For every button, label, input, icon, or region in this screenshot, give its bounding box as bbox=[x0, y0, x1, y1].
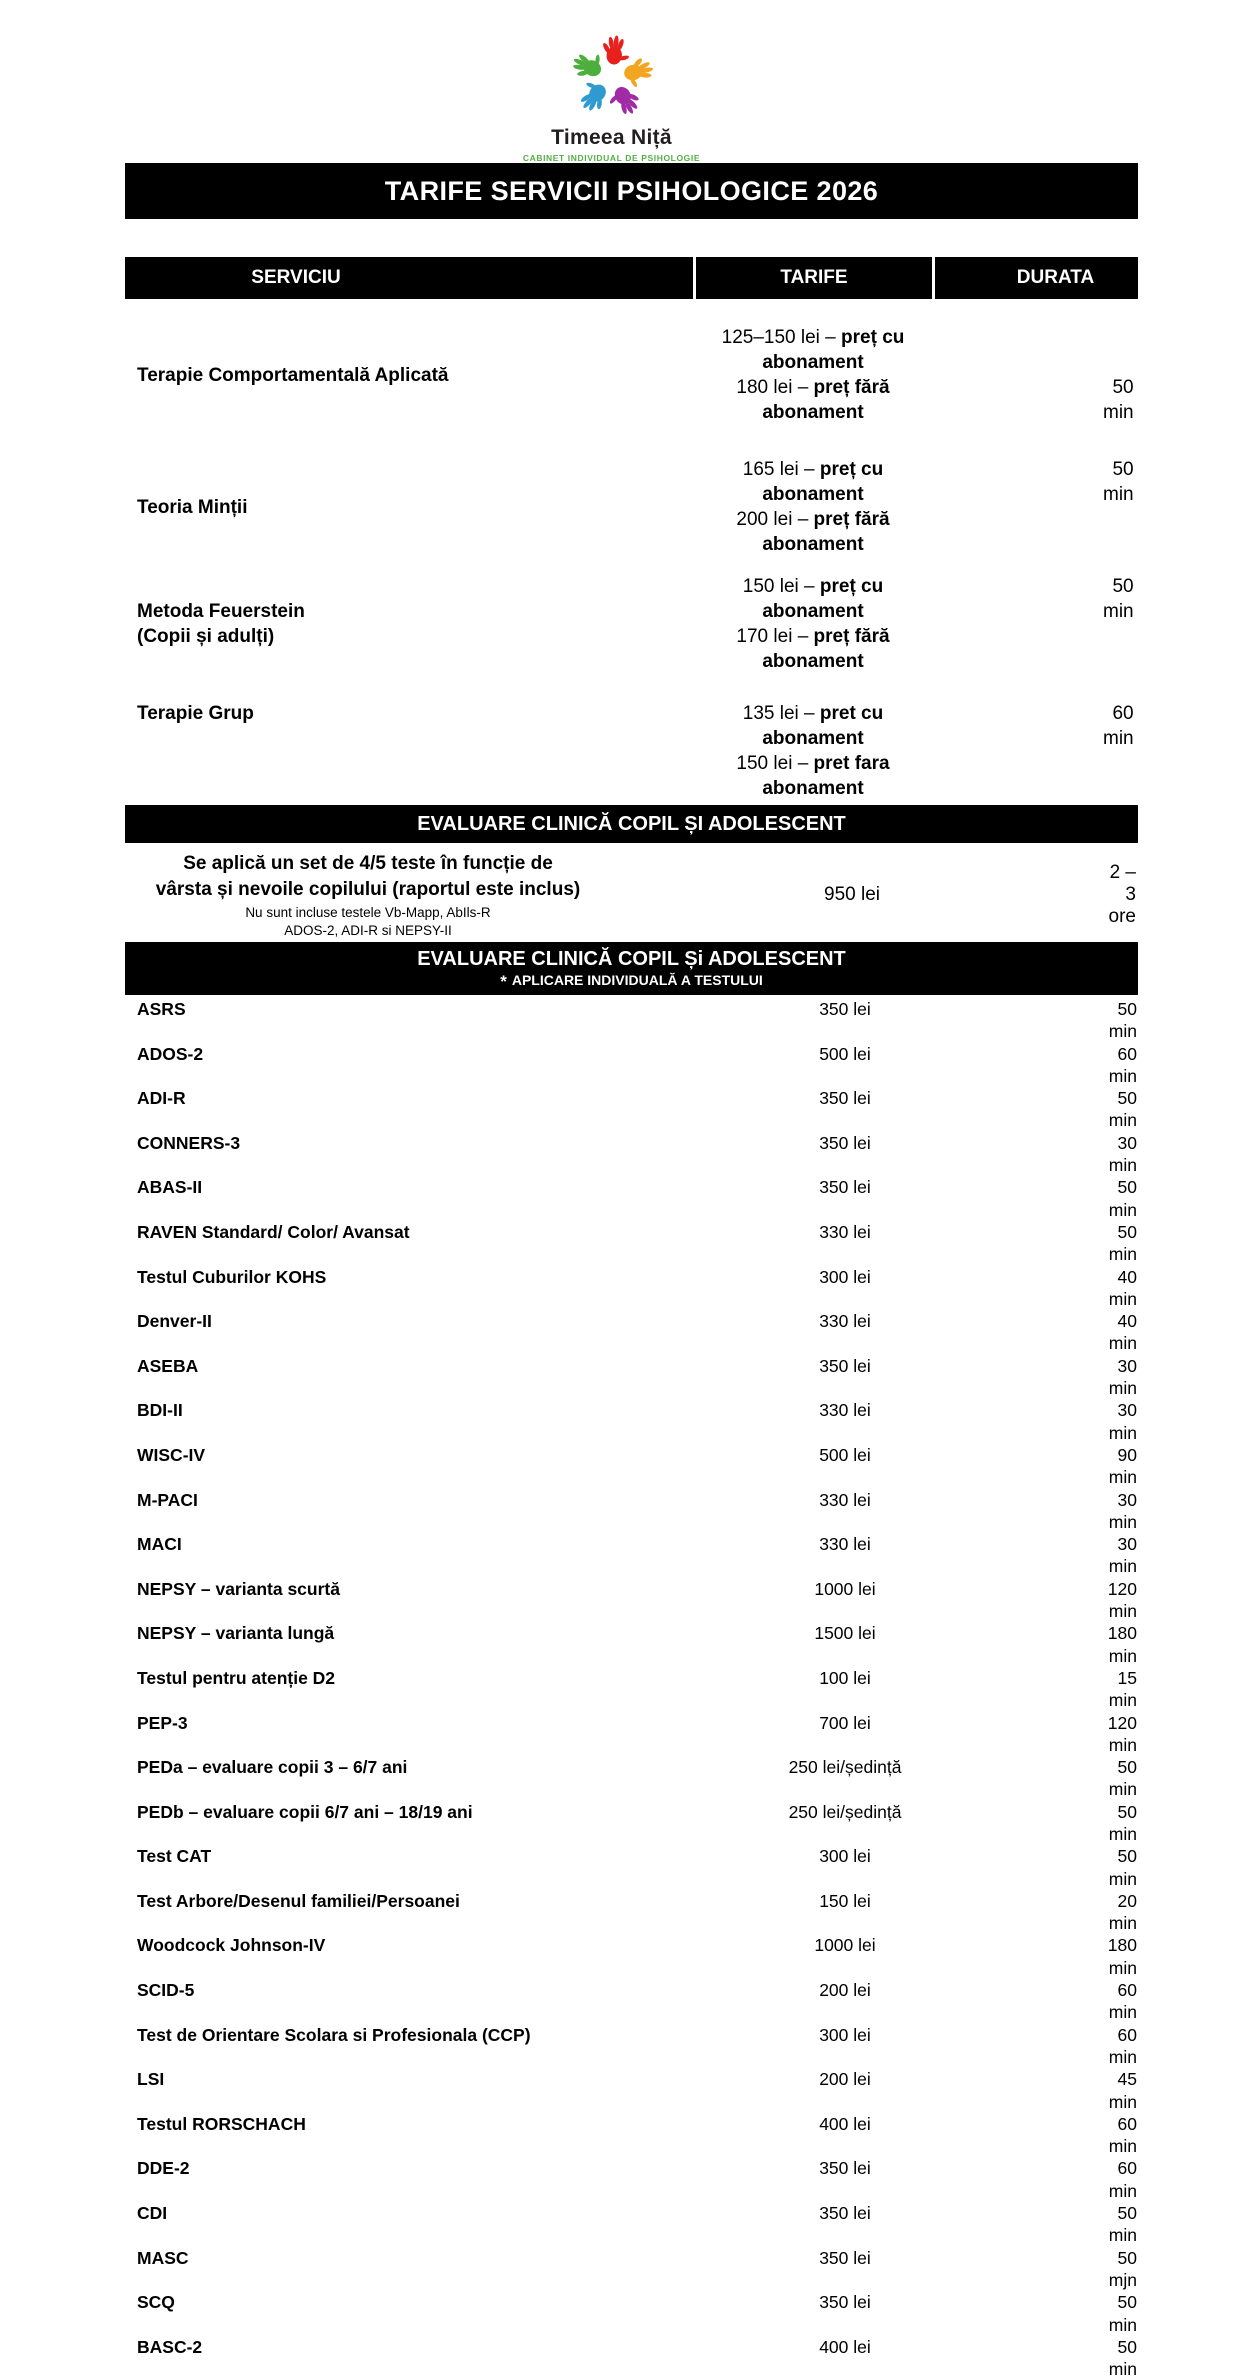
hand-orange bbox=[621, 55, 656, 89]
test-duration: 120 min bbox=[1107, 1712, 1137, 1755]
test-price: 330 lei bbox=[819, 1534, 871, 1555]
logo-subtitle: CABINET INDIVIDUAL DE PSIHOLOGIE bbox=[522, 153, 701, 163]
test-name: Testul RORSCHACH bbox=[137, 2113, 306, 2134]
test-row bbox=[125, 1355, 1138, 1400]
service-row bbox=[125, 701, 1138, 801]
column-header-tarife: TARIFE bbox=[696, 257, 932, 299]
test-price: 350 lei bbox=[819, 2292, 871, 2313]
test-price: 250 lei/ședință bbox=[788, 1757, 902, 1778]
service-name bbox=[125, 701, 693, 726]
test-name: Test CAT bbox=[137, 1846, 212, 1867]
column-header-durata: DURATA bbox=[935, 257, 1138, 299]
service-name-line: Terapie Grup bbox=[137, 703, 254, 724]
hands-circle-logo-icon bbox=[564, 30, 660, 124]
test-price: 350 lei bbox=[819, 999, 871, 1019]
price-value: 150 lei – bbox=[742, 576, 820, 597]
service-price-line bbox=[693, 457, 933, 507]
section-banner-evaluare-individuala bbox=[125, 942, 1138, 995]
evaluare-individuala-banner-note bbox=[125, 972, 1138, 991]
test-duration: 180 min bbox=[1107, 1935, 1137, 1978]
service-name bbox=[125, 363, 693, 388]
test-name: Denver-II bbox=[137, 1311, 212, 1332]
service-row bbox=[125, 574, 1138, 674]
evaluare-individuala-banner-note-text: APLICARE INDIVIDUALĂ A TESTULUI bbox=[511, 972, 763, 988]
price-label: preț fără abonament bbox=[762, 626, 890, 672]
test-price: 350 lei bbox=[819, 2158, 871, 2179]
test-name: ADI-R bbox=[137, 1088, 186, 1109]
service-duration: 50 min bbox=[1103, 377, 1134, 423]
test-price: 250 lei/ședință bbox=[788, 1801, 902, 1822]
test-name: PEDa – evaluare copii 3 – 6/7 ani bbox=[137, 1757, 408, 1778]
column-header-serviciu: SERVICIU bbox=[125, 257, 693, 299]
test-price: 200 lei bbox=[819, 1980, 871, 2001]
price-value: 180 lei – bbox=[736, 377, 814, 398]
service-price-line bbox=[693, 375, 933, 425]
test-duration: 30 min bbox=[1108, 1132, 1137, 1176]
test-row bbox=[125, 1533, 1138, 1578]
test-price: 200 lei bbox=[819, 2069, 871, 2090]
test-duration: 30 min bbox=[1108, 1400, 1137, 1443]
price-value: 170 lei – bbox=[736, 626, 814, 647]
price-label: preț fără abonament bbox=[762, 377, 890, 423]
test-name: Test de Orientare Scolara si Profesionala (CCP) bbox=[137, 2024, 531, 2045]
test-duration: 50 min bbox=[1108, 1221, 1137, 1265]
price-value: 150 lei – bbox=[736, 753, 814, 774]
test-row bbox=[125, 1801, 1138, 1846]
test-price: 700 lei bbox=[819, 1712, 871, 1733]
price-value: 135 lei – bbox=[742, 703, 820, 724]
test-duration: 50 min bbox=[1108, 2336, 1137, 2380]
test-duration: 50 min bbox=[1108, 1846, 1137, 1889]
test-duration: 50 min bbox=[1108, 2203, 1137, 2246]
test-name: NEPSY – varianta lungă bbox=[137, 1623, 335, 1644]
service-price-line bbox=[693, 751, 933, 801]
service-name-line: Terapie Comportamentală Aplicată bbox=[137, 364, 449, 386]
test-row bbox=[125, 1132, 1138, 1177]
test-price: 1500 lei bbox=[814, 1623, 876, 1644]
logo-block bbox=[105, 0, 1118, 163]
price-label: pret cu abonament bbox=[762, 703, 884, 749]
test-row bbox=[125, 1712, 1138, 1757]
test-price: 400 lei bbox=[819, 2113, 871, 2134]
test-name: NEPSY – varianta scurtă bbox=[137, 1578, 340, 1599]
test-duration: 120 min bbox=[1107, 1578, 1137, 1622]
test-price: 1000 lei bbox=[814, 1935, 876, 1956]
test-duration: 40 min bbox=[1108, 1266, 1137, 1309]
test-price: 350 lei bbox=[819, 1132, 871, 1153]
test-duration: 50 min bbox=[1108, 1757, 1137, 1800]
test-row bbox=[125, 1266, 1138, 1311]
test-duration: 50 min bbox=[1108, 1177, 1137, 1220]
test-name: Test Arbore/Desenul familiei/Persoanei bbox=[137, 1890, 460, 1911]
test-price: 350 lei bbox=[819, 1088, 871, 1109]
test-row bbox=[125, 1310, 1138, 1355]
test-name: WISC-IV bbox=[137, 1444, 206, 1465]
test-price: 350 lei bbox=[819, 1355, 871, 1376]
test-duration: 60 min bbox=[1108, 2024, 1137, 2067]
price-value: 200 lei – bbox=[736, 509, 814, 530]
evaluare-set-title-line1: Se aplică un set de 4/5 teste în funcție de bbox=[183, 853, 553, 874]
test-name: Testul Cuburilor KOHS bbox=[137, 1266, 327, 1287]
document-content bbox=[125, 0, 1138, 2380]
test-price: 300 lei bbox=[819, 2024, 871, 2045]
test-price: 100 lei bbox=[819, 1667, 871, 1688]
test-duration: 180 min bbox=[1107, 1623, 1137, 1666]
test-price: 1000 lei bbox=[814, 1578, 876, 1599]
price-label: preț fără abonament bbox=[762, 509, 890, 555]
price-label: preț cu abonament bbox=[762, 576, 884, 622]
test-row bbox=[125, 1087, 1138, 1132]
section-banner-evaluare-set: EVALUARE CLINICĂ COPIL ȘI ADOLESCENT bbox=[125, 805, 1138, 843]
service-duration: 50 min bbox=[1103, 459, 1134, 505]
test-price: 350 lei bbox=[819, 2203, 871, 2224]
test-price: 330 lei bbox=[819, 1489, 871, 1510]
tests-list-section bbox=[125, 998, 1138, 2380]
test-duration: 90 min bbox=[1108, 1444, 1137, 1488]
test-row bbox=[125, 1399, 1138, 1444]
price-label: pret fara abonament bbox=[762, 753, 890, 799]
test-row bbox=[125, 998, 1138, 1043]
test-duration: 50 min bbox=[1108, 1088, 1137, 1131]
service-duration: 60 min bbox=[1103, 703, 1134, 749]
test-price: 150 lei bbox=[819, 1890, 871, 1911]
test-row bbox=[125, 1444, 1138, 1489]
price-value: 165 lei – bbox=[742, 459, 820, 480]
test-duration: 20 min bbox=[1108, 1890, 1137, 1934]
service-name-line: (Copii și adulți) bbox=[137, 626, 275, 647]
test-name: M-PACI bbox=[137, 1489, 198, 1510]
test-name: ASEBA bbox=[137, 1355, 199, 1376]
evaluare-set-description bbox=[125, 851, 693, 939]
title-banner: TARIFE SERVICII PSIHOLOGICE 2026 bbox=[125, 163, 1138, 219]
price-label: preț cu abonament bbox=[762, 327, 905, 373]
service-price bbox=[693, 701, 1103, 801]
test-duration: 50 min bbox=[1108, 999, 1137, 1042]
test-duration: 30 min bbox=[1108, 1534, 1137, 1577]
test-name: DDE-2 bbox=[137, 2158, 190, 2179]
test-duration: 60 min bbox=[1108, 2158, 1137, 2201]
service-price-line bbox=[693, 507, 933, 557]
test-name: PEP-3 bbox=[137, 1712, 188, 1733]
test-duration: 15 min bbox=[1108, 1667, 1137, 1711]
service-price bbox=[693, 574, 1103, 674]
test-row bbox=[125, 2247, 1138, 2292]
service-name bbox=[125, 599, 693, 649]
price-label: preț cu abonament bbox=[762, 459, 884, 505]
evaluare-set-title-line2: vârsta și nevoile copilului (raportul este inclus) bbox=[155, 879, 581, 900]
service-price bbox=[693, 325, 1103, 425]
test-duration: 60 min bbox=[1108, 1980, 1137, 2023]
test-duration: 45 min bbox=[1108, 2069, 1137, 2112]
test-row bbox=[125, 2024, 1138, 2069]
hand-purple bbox=[604, 81, 644, 121]
test-price: 330 lei bbox=[819, 1400, 871, 1421]
test-duration: 60 min bbox=[1108, 2113, 1137, 2157]
service-name-line: Metoda Feuerstein bbox=[137, 601, 305, 622]
test-row bbox=[125, 1578, 1138, 1623]
evaluare-set-row bbox=[125, 851, 1138, 939]
test-name: LSI bbox=[137, 2069, 165, 2090]
test-price: 300 lei bbox=[819, 1846, 871, 1867]
test-name: ABAS-II bbox=[137, 1177, 203, 1198]
test-duration: 30 min bbox=[1108, 1489, 1137, 1532]
test-row bbox=[125, 2113, 1138, 2158]
test-name: ASRS bbox=[137, 999, 186, 1019]
evaluare-set-note-line2: ADOS-2, ADI-R si NEPSY-II bbox=[284, 923, 452, 938]
service-duration: 50 min bbox=[1103, 576, 1134, 622]
service-name bbox=[125, 495, 693, 520]
evaluare-set-note-line1: Nu sunt incluse testele Vb-Mapp, AbIls-R bbox=[245, 905, 491, 920]
test-price: 500 lei bbox=[819, 1043, 871, 1064]
service-price-line bbox=[693, 574, 933, 624]
test-price: 500 lei bbox=[819, 1444, 871, 1465]
table-header-row bbox=[125, 257, 1138, 299]
evaluare-individuala-banner-title: EVALUARE CLINICĂ COPIL Și ADOLESCENT bbox=[417, 948, 846, 970]
test-name: CDI bbox=[137, 2203, 168, 2224]
test-name: MASC bbox=[137, 2247, 189, 2268]
price-value: 125–150 lei – bbox=[721, 327, 842, 348]
service-row bbox=[125, 457, 1138, 557]
test-name: Testul pentru atenție D2 bbox=[137, 1667, 336, 1688]
test-row bbox=[125, 2157, 1138, 2202]
test-name: BASC-2 bbox=[137, 2336, 203, 2357]
services-section bbox=[125, 325, 1138, 801]
test-row bbox=[125, 2202, 1138, 2247]
test-row bbox=[125, 1934, 1138, 1979]
service-price-line bbox=[693, 701, 933, 751]
test-duration: 40 min bbox=[1108, 1311, 1137, 1354]
test-name: ADOS-2 bbox=[137, 1043, 204, 1064]
test-row bbox=[125, 1756, 1138, 1801]
test-row bbox=[125, 2291, 1138, 2336]
test-row bbox=[125, 1667, 1138, 1712]
service-price-line bbox=[693, 624, 933, 674]
test-duration: 50 min bbox=[1108, 2292, 1137, 2335]
test-name: PEDb – evaluare copii 6/7 ani – 18/19 ani bbox=[137, 1801, 473, 1822]
test-price: 350 lei bbox=[819, 1177, 871, 1198]
hand-blue bbox=[572, 76, 613, 117]
test-row bbox=[125, 1845, 1138, 1890]
hand-green bbox=[568, 46, 607, 84]
service-price bbox=[693, 457, 1103, 557]
test-name: SCID-5 bbox=[137, 1980, 195, 2001]
test-duration: 50 min bbox=[1108, 1801, 1137, 1844]
test-price: 350 lei bbox=[819, 2247, 871, 2268]
test-row bbox=[125, 1043, 1138, 1088]
test-row bbox=[125, 1176, 1138, 1221]
test-row bbox=[125, 2068, 1138, 2113]
test-name: MACI bbox=[137, 1534, 182, 1555]
test-row bbox=[125, 2336, 1138, 2380]
test-row bbox=[125, 1622, 1138, 1667]
test-duration: 30 min bbox=[1108, 1355, 1137, 1399]
test-row bbox=[125, 1489, 1138, 1534]
hand-red bbox=[599, 34, 631, 66]
logo-practitioner-name: Timeea Niță bbox=[551, 126, 672, 149]
test-name: BDI-II bbox=[137, 1400, 183, 1421]
test-price: 300 lei bbox=[819, 1266, 871, 1287]
test-row bbox=[125, 1221, 1138, 1266]
test-duration: 60 min bbox=[1108, 1043, 1137, 1086]
test-name: CONNERS-3 bbox=[137, 1132, 241, 1153]
test-price: 330 lei bbox=[819, 1311, 871, 1332]
test-duration: 50 mjn bbox=[1108, 2247, 1137, 2290]
test-row bbox=[125, 1890, 1138, 1935]
asterisk-mark: * bbox=[500, 972, 507, 991]
test-price: 330 lei bbox=[819, 1221, 871, 1242]
test-row bbox=[125, 1979, 1138, 2024]
test-name: RAVEN Standard/ Color/ Avansat bbox=[137, 1221, 410, 1242]
evaluare-set-price: 950 lei bbox=[824, 884, 880, 905]
evaluare-set-duration: 2 – 3 ore bbox=[1108, 862, 1136, 927]
test-price: 400 lei bbox=[819, 2336, 871, 2357]
service-row bbox=[125, 325, 1138, 425]
test-name: Woodcock Johnson-IV bbox=[137, 1935, 326, 1956]
service-name-line: Teoria Minții bbox=[137, 496, 248, 518]
service-price-line bbox=[693, 325, 933, 375]
test-name: SCQ bbox=[137, 2292, 175, 2313]
